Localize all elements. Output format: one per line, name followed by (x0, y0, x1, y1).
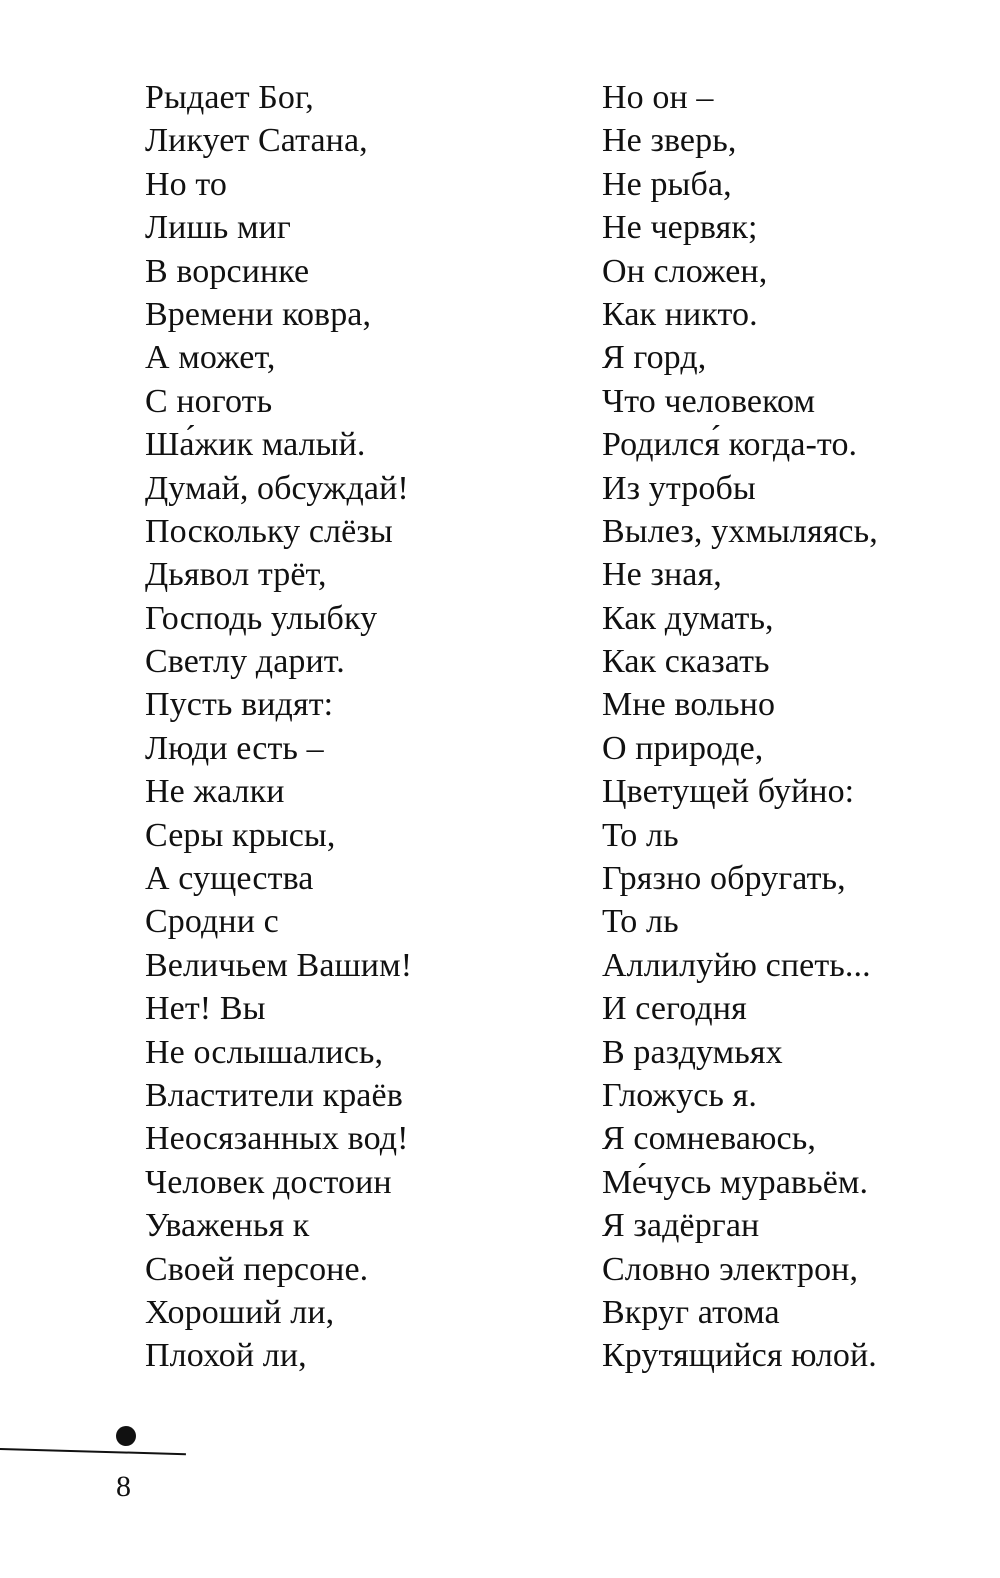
poem-line: В раздумьях (602, 1033, 783, 1071)
poem-line: Сродни с (145, 903, 279, 941)
poem-line: Я задёрган (602, 1207, 760, 1245)
poem-line: Величьем Вашим! (145, 946, 413, 984)
poem-line: Человек достоин (145, 1163, 392, 1201)
page-number: 8 (116, 1470, 131, 1503)
poem-line: То ль (602, 816, 679, 854)
poem-line: Властители краёв (145, 1076, 403, 1114)
poem-line: В ворсинке (145, 252, 310, 290)
poem-line: Плохой ли, (145, 1337, 307, 1375)
poem-line: Я горд, (602, 339, 707, 377)
poem-line: Не жалки (145, 773, 285, 811)
poem-line: Не зверь, (602, 122, 737, 160)
poem-line: О природе, (602, 729, 764, 767)
poem-line: Как думать, (602, 599, 774, 637)
poem-line: Нет! Вы (145, 990, 266, 1028)
poem-line: Своей персоне. (145, 1250, 369, 1288)
poem-line: Крутящийся юлой. (602, 1337, 877, 1375)
poem-line: Лишь миг (145, 209, 291, 247)
poem-line: Неосязанных вод! (145, 1120, 409, 1158)
poem-line: Как сказать (602, 643, 770, 681)
poem-left-column (145, 76, 545, 1378)
poem-line: Что человеком (602, 382, 816, 420)
poem-line: Мне вольно (602, 686, 776, 724)
poem-line: Не червяк; (602, 209, 758, 247)
poem-line: Люди есть – (145, 729, 324, 767)
poem-line: Словно электрон, (602, 1250, 859, 1288)
poem-line: Ме́чусь муравьём. (602, 1163, 869, 1201)
poem-line: Из утробы (602, 469, 756, 507)
poem-line: Как никто. (602, 295, 758, 333)
footer-rule (0, 1448, 186, 1455)
poem-line: Грязно обругать, (602, 860, 846, 898)
poem-line: Серы крысы, (145, 816, 336, 854)
poem-line: Думай, обсуждай! (145, 469, 409, 507)
poem-line: Но то (145, 165, 227, 203)
poem-line: Поскольку слёзы (145, 512, 393, 550)
poem-line: Не рыба, (602, 165, 732, 203)
poem-line: Аллилуйю спеть... (602, 946, 871, 984)
poem-line: А существа (145, 860, 314, 898)
poem-line: Господь улыбку (145, 599, 378, 637)
poem-line: Не зная, (602, 556, 722, 594)
poem-line: Вкруг атома (602, 1293, 780, 1331)
poem-line: Но он – (602, 79, 714, 116)
poem-line: Уваженья к (145, 1207, 310, 1245)
poem-line: Я сомневаюсь, (602, 1120, 816, 1158)
poem-line: Родился́ когда-то. (602, 426, 858, 464)
footer-bullet (116, 1426, 136, 1446)
poem-line: Не ослышались, (145, 1033, 384, 1071)
poem-line: Ша́жик малый. (145, 426, 366, 464)
poem-line: Светлу дарит. (145, 643, 345, 681)
poem-line: То ль (602, 903, 679, 941)
poem-line: А может, (145, 339, 276, 377)
poem-line: Рыдает Бог, (145, 79, 314, 116)
poem-line: Цветущей буйно: (602, 773, 855, 811)
poem-line: С ноготь (145, 382, 273, 420)
poem-line: Хороший ли, (145, 1293, 335, 1331)
poem-line: Пусть видят: (145, 686, 334, 724)
poem-line: Вылез, ухмыляясь, (602, 512, 878, 550)
poem-line: Гложусь я. (602, 1076, 757, 1114)
poem-line: Времени ковра, (145, 295, 372, 333)
poem-line: Он сложен, (602, 252, 768, 290)
poem-line: Дьявол трёт, (145, 556, 327, 594)
poem-line: Ликует Сатана, (145, 122, 368, 160)
poem-right-column (602, 76, 992, 1378)
poem-line: И сегодня (602, 990, 747, 1028)
